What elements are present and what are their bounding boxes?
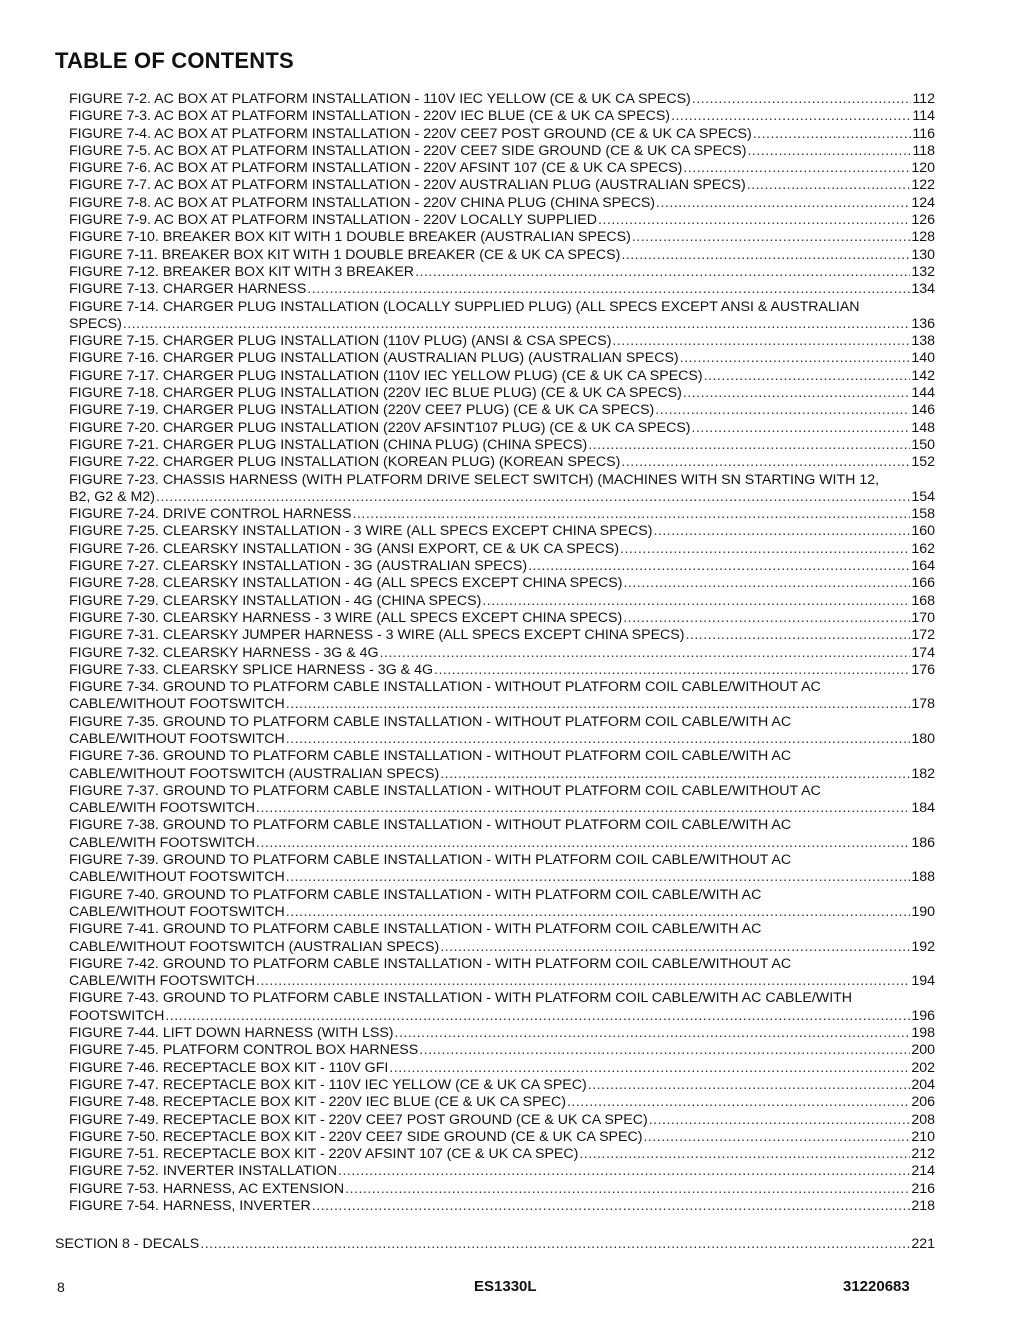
dot-leader — [579, 1146, 910, 1163]
toc-entry-page: 214 — [911, 1163, 935, 1180]
toc-entry-page: 188 — [911, 869, 935, 886]
toc-entry-row — [69, 593, 935, 610]
toc-entry-page: 128 — [911, 229, 935, 246]
toc-entry-label: FIGURE 7-13. CHARGER HARNESS — [69, 281, 307, 298]
dot-leader — [389, 1060, 910, 1077]
dot-leader — [692, 420, 911, 437]
toc-entry-row — [69, 1025, 935, 1042]
toc-entry[interactable] — [69, 143, 935, 160]
dot-leader — [345, 1181, 910, 1198]
toc-entry-page: 124 — [911, 194, 935, 211]
toc-entry[interactable] — [69, 385, 935, 402]
toc-entry-label: CABLE/WITH FOOTSWITCH — [69, 800, 256, 817]
toc-entry-label: FIGURE 7-9. AC BOX AT PLATFORM INSTALLATION - 220V LOCALLY SUPPLIED — [69, 212, 597, 229]
dot-leader — [165, 1008, 910, 1025]
toc-entry-row — [69, 835, 935, 852]
toc-entry[interactable] — [69, 783, 935, 818]
toc-entry-page: 154 — [911, 488, 935, 505]
toc-entry-page: 206 — [911, 1094, 935, 1111]
toc-entry-row — [69, 385, 935, 402]
dot-leader — [440, 939, 910, 956]
toc-entry[interactable] — [69, 1146, 935, 1163]
toc-entry[interactable] — [69, 472, 935, 507]
toc-entry-label: FIGURE 7-47. RECEPTACLE BOX KIT - 110V IEC YELLOW (CE & UK CA SPEC) — [69, 1076, 587, 1093]
toc-entry-text-line: FIGURE 7-42. GROUND TO PLATFORM CABLE INSTALLATION - WITH PLATFORM COIL CABLE/WITHOUT AC — [69, 955, 792, 972]
toc-entry-row — [69, 350, 935, 367]
toc-entry-label: FIGURE 7-8. AC BOX AT PLATFORM INSTALLATION - 220V CHINA PLUG (CHINA SPECS) — [69, 194, 656, 211]
toc-entry-row — [69, 1008, 935, 1025]
toc-entry[interactable] — [69, 177, 935, 194]
toc-entry[interactable] — [69, 506, 935, 523]
toc-entry-row — [69, 575, 935, 592]
toc-entry-row — [69, 1129, 935, 1146]
dot-leader — [623, 575, 910, 592]
toc-entry-page: 122 — [911, 177, 935, 194]
toc-entry-row — [69, 316, 935, 333]
toc-entry-page: 186 — [911, 834, 935, 851]
toc-entry-page: 174 — [911, 644, 935, 661]
toc-entry-label: SPECS) — [69, 315, 122, 332]
toc-entry-row — [69, 1198, 935, 1215]
toc-entry-label: CABLE/WITHOUT FOOTSWITCH — [69, 730, 285, 747]
dot-leader — [380, 645, 911, 662]
dot-leader — [683, 160, 910, 177]
toc-entry-label: FIGURE 7-50. RECEPTACLE BOX KIT - 220V CEE7 SIDE GROUND (CE & UK CA SPEC) — [69, 1128, 643, 1145]
toc-entry-row — [69, 1181, 935, 1198]
dot-leader — [415, 264, 910, 281]
toc-entry-row — [69, 1163, 935, 1180]
toc-entry-row — [69, 506, 935, 523]
toc-entry-row — [69, 904, 935, 921]
toc-entry-label: FIGURE 7-2. AC BOX AT PLATFORM INSTALLATION - 110V IEC YELLOW (CE & UK CA SPECS) — [69, 91, 691, 107]
toc-entry-label: FIGURE 7-32. CLEARSKY HARNESS - 3G & 4G — [69, 644, 379, 661]
toc-entry-page: 140 — [911, 350, 935, 367]
toc-entry[interactable] — [69, 1181, 935, 1198]
toc-entry[interactable] — [69, 990, 935, 1025]
toc-entry[interactable] — [69, 229, 935, 246]
toc-entry-page: 136 — [911, 315, 935, 332]
toc-entry-label: FIGURE 7-48. RECEPTACLE BOX KIT - 220V IEC BLUE (CE & UK CA SPEC) — [69, 1094, 566, 1111]
toc-entry[interactable] — [69, 247, 935, 264]
toc-entry-row — [69, 195, 935, 212]
toc-entry-row — [69, 454, 935, 471]
toc-entry-page: 126 — [911, 212, 935, 229]
toc-entry-row — [69, 281, 935, 298]
toc-entry-page: 114 — [912, 108, 935, 125]
toc-entry-label: CABLE/WITH FOOTSWITCH — [69, 973, 256, 990]
dot-leader — [671, 108, 911, 125]
dot-leader — [440, 766, 910, 783]
toc-entry-label: FIGURE 7-54. HARNESS, INVERTER — [69, 1198, 311, 1214]
toc-entry[interactable] — [69, 1094, 935, 1111]
toc-entry-label: FIGURE 7-51. RECEPTACLE BOX KIT - 220V AFSINT 107 (CE & UK CA SPEC) — [69, 1146, 579, 1163]
toc-section-entry[interactable] — [55, 1236, 935, 1253]
toc-entry-page: 178 — [911, 696, 935, 713]
toc-list — [69, 91, 935, 1215]
toc-entry-label: FIGURE 7-27. CLEARSKY INSTALLATION - 3G (AUSTRALIAN SPECS) — [69, 558, 528, 575]
dot-leader — [704, 368, 911, 385]
dot-leader — [588, 1077, 911, 1094]
dot-leader — [419, 1042, 910, 1059]
toc-entry-label: FIGURE 7-3. AC BOX AT PLATFORM INSTALLATION - 220V IEC BLUE (CE & UK CA SPECS) — [69, 108, 671, 125]
toc-entry-row — [69, 610, 935, 627]
dot-leader — [434, 662, 910, 679]
toc-entry-page: 146 — [911, 402, 935, 419]
toc-entry-page: 118 — [912, 142, 935, 159]
toc-entry[interactable] — [69, 333, 935, 350]
dot-leader — [632, 229, 910, 246]
dot-leader — [395, 1025, 911, 1042]
toc-entry[interactable] — [69, 956, 935, 991]
toc-entry-label: FIGURE 7-15. CHARGER PLUG INSTALLATION (110V PLUG) (ANSI & CSA SPECS) — [69, 333, 612, 350]
toc-entry[interactable] — [69, 575, 935, 592]
toc-entry[interactable] — [69, 1163, 935, 1180]
toc-entry[interactable] — [69, 126, 935, 143]
toc-entry-row — [69, 108, 935, 125]
toc-entry-row — [69, 696, 935, 713]
toc-entry-text-line: FIGURE 7-43. GROUND TO PLATFORM CABLE INSTALLATION - WITH PLATFORM COIL CABLE/WITH AC CABLE/WITH — [69, 990, 853, 1007]
toc-entry[interactable] — [69, 454, 935, 471]
toc-entry[interactable] — [69, 1198, 935, 1215]
toc-entry[interactable] — [69, 91, 935, 108]
toc-entry-page: 148 — [911, 419, 935, 436]
toc-entry-label: FIGURE 7-22. CHARGER PLUG INSTALLATION (KOREAN PLUG) (KOREAN SPECS) — [69, 454, 621, 471]
dot-leader — [621, 247, 910, 264]
toc-entry-text-line: FIGURE 7-40. GROUND TO PLATFORM CABLE INSTALLATION - WITH PLATFORM COIL CABLE/WITH AC — [69, 886, 762, 903]
toc-entry-label: FIGURE 7-17. CHARGER PLUG INSTALLATION (110V IEC YELLOW PLUG) (CE & UK CA SPECS) — [69, 367, 703, 384]
toc-entry-row — [69, 1146, 935, 1163]
toc-entry-label: FIGURE 7-18. CHARGER PLUG INSTALLATION (220V IEC BLUE PLUG) (CE & UK CA SPECS) — [69, 385, 682, 402]
toc-entry-page: 164 — [911, 558, 935, 575]
toc-entry-page: 204 — [911, 1076, 935, 1093]
toc-entry-label: FIGURE 7-26. CLEARSKY INSTALLATION - 3G (ANSI EXPORT, CE & UK CA SPECS) — [69, 540, 620, 557]
toc-entry-text-line: FIGURE 7-38. GROUND TO PLATFORM CABLE INSTALLATION - WITHOUT PLATFORM COIL CABLE/WITH AC — [69, 817, 792, 834]
toc-entry[interactable] — [69, 1112, 935, 1129]
toc-entry-row — [69, 558, 935, 575]
toc-entry[interactable] — [69, 541, 935, 558]
toc-entry-label: FIGURE 7-20. CHARGER PLUG INSTALLATION (220V AFSINT107 PLUG) (CE & UK CA SPECS) — [69, 419, 691, 436]
toc-entry-text-line: FIGURE 7-36. GROUND TO PLATFORM CABLE INSTALLATION - WITHOUT PLATFORM COIL CABLE/WITH AC — [69, 748, 792, 765]
toc-entry-label: FOOTSWITCH — [69, 1007, 165, 1024]
toc-entry[interactable] — [69, 852, 935, 887]
toc-entry-row — [69, 627, 935, 644]
toc-entry-page: 180 — [911, 730, 935, 747]
toc-entry-row — [69, 264, 935, 281]
toc-section-label: SECTION 8 - DECALS — [55, 1236, 200, 1252]
toc-entry-row — [69, 869, 935, 886]
toc-entry-row — [69, 489, 935, 506]
toc-entry-text-line: FIGURE 7-37. GROUND TO PLATFORM CABLE INSTALLATION - WITHOUT PLATFORM COIL CABLE/WITHOUT AC — [69, 782, 821, 799]
dot-leader — [692, 91, 912, 108]
toc-entry-row — [69, 1094, 935, 1111]
toc-entry-label: FIGURE 7-33. CLEARSKY SPLICE HARNESS - 3G & 4G — [69, 661, 434, 678]
toc-entry-row — [69, 1042, 935, 1059]
dot-leader — [588, 437, 910, 454]
toc-entry-label: CABLE/WITHOUT FOOTSWITCH — [69, 869, 285, 886]
toc-entry[interactable] — [69, 108, 935, 125]
toc-entry-label: FIGURE 7-31. CLEARSKY JUMPER HARNESS - 3 WIRE (ALL SPECS EXCEPT CHINA SPECS) — [69, 627, 685, 644]
toc-entry-label: FIGURE 7-7. AC BOX AT PLATFORM INSTALLATION - 220V AUSTRALIAN PLUG (AUSTRALIAN SPECS) — [69, 177, 746, 194]
toc-entry-text-line: FIGURE 7-35. GROUND TO PLATFORM CABLE INSTALLATION - WITHOUT PLATFORM COIL CABLE/WITH AC — [69, 713, 792, 730]
toc-entry[interactable] — [69, 610, 935, 627]
toc-entry-row — [69, 1060, 935, 1077]
toc-entry-row — [69, 402, 935, 419]
dot-leader — [653, 523, 910, 540]
toc-entry-page: 208 — [911, 1111, 935, 1128]
toc-entry-label: CABLE/WITHOUT FOOTSWITCH (AUSTRALIAN SPECS) — [69, 765, 440, 782]
toc-entry-page: 152 — [911, 454, 935, 471]
toc-entry-text-line: FIGURE 7-23. CHASSIS HARNESS (WITH PLATFORM DRIVE SELECT SWITCH) (MACHINES WITH SN STARTING WITH 12, — [69, 471, 880, 488]
dot-leader — [286, 696, 911, 713]
toc-entry-row — [69, 541, 935, 558]
toc-entry[interactable] — [69, 1129, 935, 1146]
toc-entry[interactable] — [69, 921, 935, 956]
footer-doc-number: 31220683 — [843, 1278, 910, 1295]
dot-leader — [200, 1236, 910, 1253]
toc-entry[interactable] — [69, 627, 935, 644]
toc-entry[interactable] — [69, 593, 935, 610]
toc-entry-label: FIGURE 7-4. AC BOX AT PLATFORM INSTALLATION - 220V CEE7 POST GROUND (CE & UK CA SPECS) — [69, 125, 752, 142]
toc-entry-page: 160 — [911, 523, 935, 540]
dot-leader — [620, 541, 910, 558]
toc-entry-row — [69, 939, 935, 956]
toc-entry-row — [69, 731, 935, 748]
toc-entry[interactable] — [69, 523, 935, 540]
dot-leader — [680, 350, 911, 367]
toc-entry-row — [69, 160, 935, 177]
dot-leader — [312, 1198, 911, 1215]
toc-entry[interactable] — [69, 662, 935, 679]
toc-entry-text-line: FIGURE 7-39. GROUND TO PLATFORM CABLE INSTALLATION - WITH PLATFORM COIL CABLE/WITHOUT AC — [69, 852, 792, 869]
dot-leader — [256, 800, 910, 817]
toc-entry[interactable] — [69, 160, 935, 177]
toc-entry[interactable] — [69, 645, 935, 662]
toc-entry-row — [69, 437, 935, 454]
toc-entry-label: FIGURE 7-19. CHARGER PLUG INSTALLATION (220V CEE7 PLUG) (CE & UK CA SPECS) — [69, 402, 655, 419]
dot-leader — [598, 212, 910, 229]
toc-entry[interactable] — [69, 195, 935, 212]
dot-leader — [256, 973, 910, 990]
toc-entry[interactable] — [69, 212, 935, 229]
toc-entry-row — [69, 973, 935, 990]
toc-entry-row — [69, 126, 935, 143]
toc-entry-label: CABLE/WITH FOOTSWITCH — [69, 834, 256, 851]
toc-entry-page: 132 — [911, 263, 935, 280]
toc-entry-page: 216 — [911, 1180, 935, 1197]
toc-entry-label: B2, G2 & M2) — [69, 488, 155, 505]
toc-entry-label: FIGURE 7-45. PLATFORM CONTROL BOX HARNESS — [69, 1042, 419, 1059]
dot-leader — [649, 1112, 911, 1129]
toc-entry-page: 120 — [911, 160, 935, 177]
toc-entry-label: FIGURE 7-12. BREAKER BOX KIT WITH 3 BREAKER — [69, 263, 415, 280]
toc-entry-page: 142 — [911, 367, 935, 384]
toc-entry-page: 198 — [911, 1025, 935, 1042]
toc-entry-label: FIGURE 7-11. BREAKER BOX KIT WITH 1 DOUBLE BREAKER (CE & UK CA SPECS) — [69, 246, 621, 263]
toc-entry-page: 116 — [912, 125, 935, 142]
toc-entry-page: 202 — [911, 1059, 935, 1076]
toc-entry-row — [69, 800, 935, 817]
toc-entry-label: FIGURE 7-6. AC BOX AT PLATFORM INSTALLATION - 220V AFSINT 107 (CE & UK CA SPECS) — [69, 160, 683, 177]
toc-entry[interactable] — [69, 887, 935, 922]
toc-entry-page: 170 — [911, 609, 935, 626]
dot-leader — [156, 489, 910, 506]
toc-entry-label: FIGURE 7-53. HARNESS, AC EXTENSION — [69, 1180, 345, 1197]
dot-leader — [747, 143, 911, 160]
toc-entry-page: 172 — [911, 627, 935, 644]
toc-entry-page: 112 — [912, 91, 935, 107]
toc-entry[interactable] — [69, 368, 935, 385]
toc-entry[interactable] — [69, 558, 935, 575]
dot-leader — [482, 593, 910, 610]
toc-entry-page: 150 — [911, 436, 935, 453]
toc-entry-page: 162 — [911, 540, 935, 557]
toc-entry-page: 158 — [911, 506, 935, 523]
dot-leader — [286, 731, 911, 748]
toc-entry-label: FIGURE 7-29. CLEARSKY INSTALLATION - 4G (CHINA SPECS) — [69, 592, 482, 609]
toc-entry-label: FIGURE 7-49. RECEPTACLE BOX KIT - 220V CEE7 POST GROUND (CE & UK CA SPEC) — [69, 1111, 648, 1128]
toc-entry-page: 138 — [911, 333, 935, 350]
toc-entry-row — [69, 212, 935, 229]
footer-model: ES1330L — [474, 1278, 537, 1295]
toc-entry-label: FIGURE 7-30. CLEARSKY HARNESS - 3 WIRE (ALL SPECS EXCEPT CHINA SPECS) — [69, 609, 623, 626]
toc-section-page: 221 — [911, 1236, 935, 1252]
toc-entry-page: 194 — [911, 973, 935, 990]
dot-leader — [655, 402, 910, 419]
dot-leader — [623, 610, 910, 627]
toc-entry-page: 218 — [911, 1198, 935, 1214]
dot-leader — [643, 1129, 910, 1146]
toc-entry[interactable] — [69, 1042, 935, 1059]
dot-leader — [528, 558, 910, 575]
toc-entry-label: FIGURE 7-16. CHARGER PLUG INSTALLATION (AUSTRALIAN PLUG) (AUSTRALIAN SPECS) — [69, 350, 679, 367]
toc-entry-label: FIGURE 7-52. INVERTER INSTALLATION — [69, 1163, 338, 1180]
dot-leader — [612, 333, 910, 350]
toc-entry[interactable] — [69, 437, 935, 454]
toc-entry[interactable] — [69, 281, 935, 298]
toc-entry-row — [69, 420, 935, 437]
toc-entry-row — [69, 766, 935, 783]
toc-entry-page: 200 — [911, 1042, 935, 1059]
toc-entry[interactable] — [69, 817, 935, 852]
toc-entry-page: 190 — [911, 903, 935, 920]
toc-entry-row — [69, 333, 935, 350]
dot-leader — [286, 869, 911, 886]
toc-entry[interactable] — [69, 714, 935, 749]
toc-entry-page: 144 — [911, 385, 935, 402]
toc-entry-page: 176 — [911, 661, 935, 678]
toc-entry[interactable] — [69, 748, 935, 783]
toc-entry-page: 182 — [911, 765, 935, 782]
dot-leader — [307, 281, 910, 298]
toc-entry-label: FIGURE 7-5. AC BOX AT PLATFORM INSTALLATION - 220V CEE7 SIDE GROUND (CE & UK CA SPECS) — [69, 142, 747, 159]
toc-entry-page: 210 — [911, 1128, 935, 1145]
toc-entry-label: FIGURE 7-24. DRIVE CONTROL HARNESS — [69, 506, 352, 523]
dot-leader — [747, 177, 911, 194]
toc-entry-row — [69, 143, 935, 160]
toc-entry-text-line: FIGURE 7-14. CHARGER PLUG INSTALLATION (LOCALLY SUPPLIED PLUG) (ALL SPECS EXCEPT ANSI & AUSTRALIAN — [69, 298, 860, 315]
dot-leader — [353, 506, 911, 523]
dot-leader — [621, 454, 910, 471]
toc-entry-page: 168 — [911, 592, 935, 609]
toc-entry[interactable] — [69, 1077, 935, 1094]
toc-entry-label: FIGURE 7-28. CLEARSKY INSTALLATION - 4G (ALL SPECS EXCEPT CHINA SPECS) — [69, 575, 623, 592]
toc-entry-page: 184 — [911, 800, 935, 817]
toc-entry[interactable] — [69, 350, 935, 367]
toc-entry-page: 166 — [911, 575, 935, 592]
toc-entry-row — [69, 247, 935, 264]
dot-leader — [685, 627, 910, 644]
toc-entry-row — [69, 662, 935, 679]
toc-entry-page: 134 — [911, 281, 935, 298]
dot-leader — [123, 316, 911, 333]
toc-entry-page: 196 — [911, 1007, 935, 1024]
dot-leader — [567, 1094, 910, 1111]
toc-entry-label: FIGURE 7-21. CHARGER PLUG INSTALLATION (CHINA PLUG) (CHINA SPECS) — [69, 436, 588, 453]
toc-entry-row — [69, 229, 935, 246]
dot-leader — [256, 835, 910, 852]
toc-entry-label: FIGURE 7-25. CLEARSKY INSTALLATION - 3 WIRE (ALL SPECS EXCEPT CHINA SPECS) — [69, 523, 653, 540]
dot-leader — [338, 1163, 910, 1180]
toc-entry-label: FIGURE 7-10. BREAKER BOX KIT WITH 1 DOUBLE BREAKER (AUSTRALIAN SPECS) — [69, 229, 631, 246]
footer-page-number: 8 — [57, 1279, 65, 1295]
toc-entry[interactable] — [69, 402, 935, 419]
toc-entry-text-line: FIGURE 7-34. GROUND TO PLATFORM CABLE INSTALLATION - WITHOUT PLATFORM COIL CABLE/WITHOUT AC — [69, 679, 821, 696]
toc-entry-label: FIGURE 7-44. LIFT DOWN HARNESS (WITH LSS) — [69, 1025, 394, 1042]
toc-entry[interactable] — [69, 420, 935, 437]
toc-entry[interactable] — [69, 1060, 935, 1077]
dot-leader — [753, 126, 912, 143]
toc-entry-row — [69, 177, 935, 194]
dot-leader — [683, 385, 910, 402]
toc-entry-row — [69, 1112, 935, 1129]
toc-entry-label: CABLE/WITHOUT FOOTSWITCH — [69, 903, 285, 920]
toc-entry-text-line: FIGURE 7-41. GROUND TO PLATFORM CABLE INSTALLATION - WITH PLATFORM COIL CABLE/WITH AC — [69, 921, 762, 938]
toc-entry-row — [69, 645, 935, 662]
toc-entry-label: CABLE/WITHOUT FOOTSWITCH — [69, 696, 285, 713]
toc-entry-row — [69, 523, 935, 540]
toc-entry-row — [69, 368, 935, 385]
toc-entry-page: 130 — [911, 246, 935, 263]
toc-entry-page: 192 — [911, 938, 935, 955]
toc-entry-label: FIGURE 7-46. RECEPTACLE BOX KIT - 110V GFI — [69, 1059, 389, 1076]
toc-entry-row — [69, 1077, 935, 1094]
dot-leader — [286, 904, 911, 921]
toc-entry-row — [69, 91, 935, 108]
toc-entry[interactable] — [69, 679, 935, 714]
toc-entry[interactable] — [69, 264, 935, 281]
toc-entry-page: 212 — [911, 1146, 935, 1163]
toc-entry[interactable] — [69, 1025, 935, 1042]
toc-entry[interactable] — [69, 299, 935, 334]
toc-entry-label: CABLE/WITHOUT FOOTSWITCH (AUSTRALIAN SPECS) — [69, 938, 440, 955]
page-title: TABLE OF CONTENTS — [55, 48, 294, 73]
dot-leader — [656, 195, 910, 212]
